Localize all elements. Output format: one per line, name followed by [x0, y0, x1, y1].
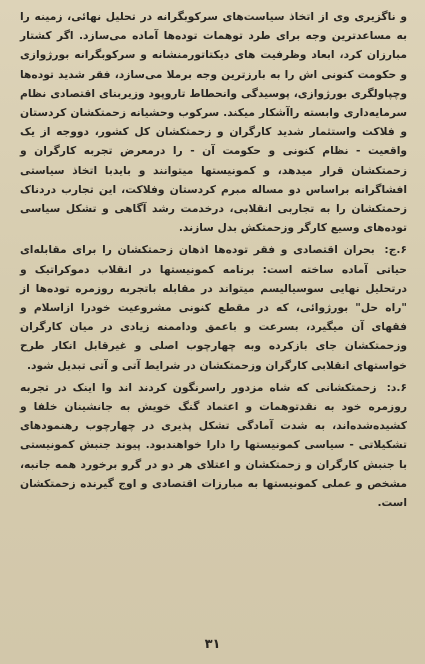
- paragraph-number: ۶.ج:: [384, 243, 407, 257]
- page-number: ۳۱: [204, 637, 221, 652]
- paragraph-text: زحمتکشانی که شاه مزدور راسرنگون کردند اند وا اینک در تجربه روزمره خود به نقدتوهمات و اعتماد گنگ خویش به جانشینان خلفا و کشیده‌شده‌اند، به شدت آمادگی تشکل پذیری در چهارچوب رهنمودهای تشکیلاتی - سیاسی کمونیستها را دارا خواهندبود. پیوند جنبش کمونیستی با جنبش کارگران و زحمتکشان و اعتلای هر دو در گرو برخورد همه جانبه، مشخص و عملی کمونیستها به مبارزات اقتصادی و اوج گیرنده زحمتکشان است.: [20, 380, 407, 510]
- paragraph-number: ۶.د:: [386, 380, 407, 394]
- paragraph-6d: [20, 378, 407, 512]
- paragraph-text: و ناگزیری وی از اتخاذ سیاست‌های سرکوبگرانه در تحلیل نهائی، زمینه را به مساعدترین وجه برای طرد توهمات توده‌ها آماده می‌سازد. اگر کشتار مبارزان کرد، ابعاد وظرفیت های دیکتاتورمنشانه و سرکوبگرانه بورژوازی و حکومت کنونی اش را به بارزترین وجه برملا می‌سازد، فقر شدید توده‌ها وچپاولگری بورژوازی، پوسیدگی وانحطاط تاروپود وزیربنای اقتصادی نظام سرمایه‌داری وابسته راآشکار میکند. سرکوب وحشیانه زحمتکشان کردستان و فلاکت واستثمار شدید کارگران و زحمتکشان کل کشور، دووجه از یک واقعیت - نظام کنونی و حکومت آن - را درمعرض تجربه کارگران و زحمتکشان قرار میدهد، و کمونیستها میتوانند و بایدبا اتخاذ سیاستی افشاگرانه براساس دو مساله مبرم کردستان وفلاکت، این تجارب دردناک زحمتکشان را به تجاربی انقلابی، درخدمت رشد آگاهی و تشکل سیاسی توده‌های وسیع کارگر وزحمتکش بدل سازند.: [20, 10, 407, 235]
- paragraph-intro: [20, 7, 407, 237]
- paragraph-6c: [20, 240, 407, 374]
- paragraph-text: بحران اقتصادی و فقر توده‌ها اذهان زحمتکشان را برای مقابله‌ای حیاتی آماده ساخته است: برنامه کمونیستها در انقلاب دموکراتیک و درتحلیل نهایی سوسیالیسم میتواند در مقابله باتجربه روزمره توده‌ها از "راه حل" بورژوائی، که در مقطع کنونی مشروعیت خودرا ازاسلام و فقهای آن میگیرد، بسرعت و باعمق وداممنه زیادی در میان کارگران وزحمتکشان جای بازکرده وبه چهارچوب اصلی و غیرقابل انکار طرح خواستهای انقلابی کارگران وزحمتکشان در شرایط آتی و آتی تبدیل شود.: [20, 243, 407, 372]
